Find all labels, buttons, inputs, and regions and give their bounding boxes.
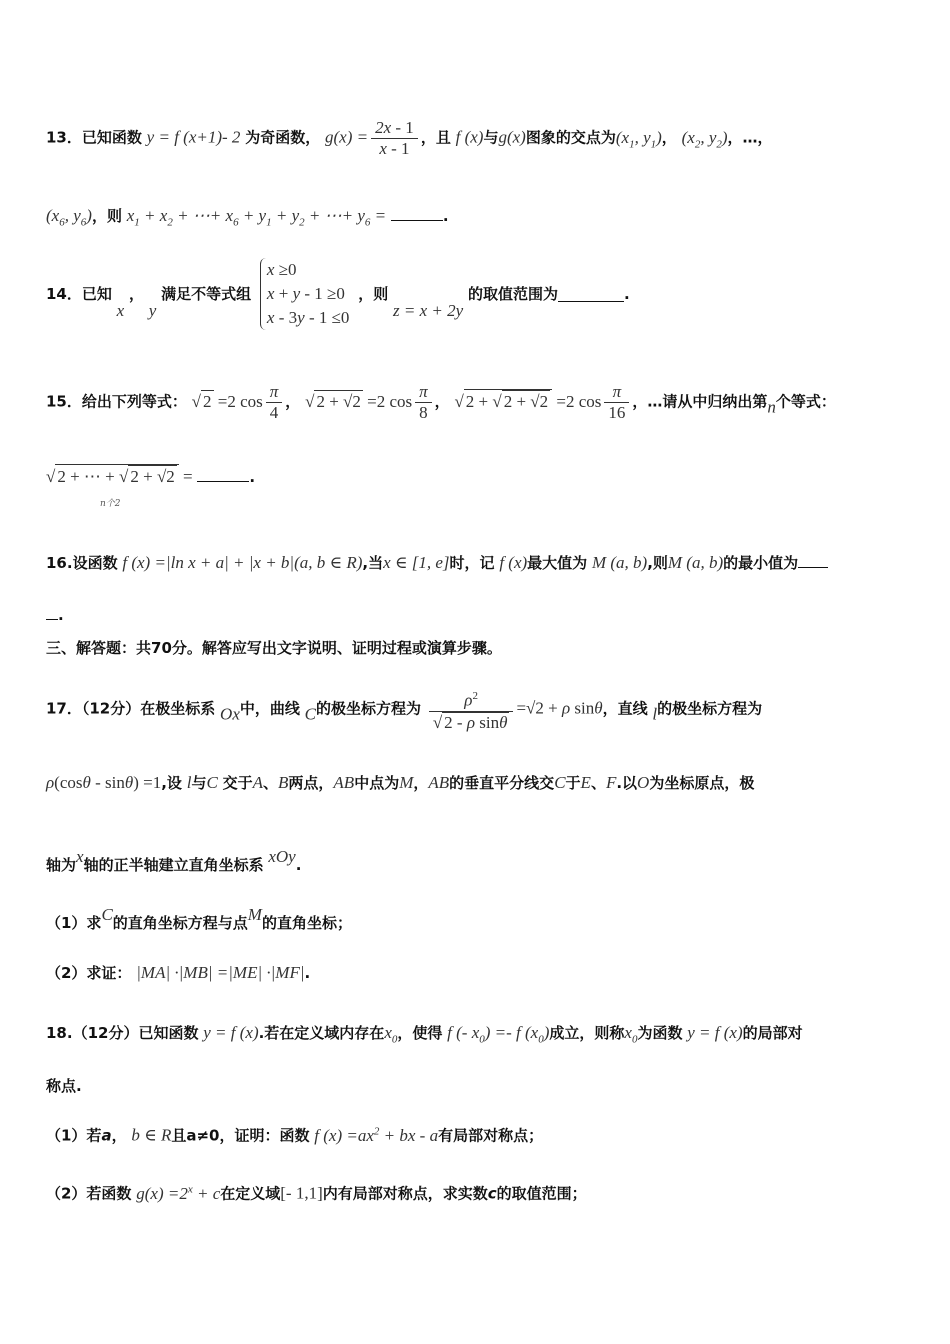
q13-answer-blank[interactable] bbox=[391, 206, 443, 221]
q16-number: 16. bbox=[46, 554, 73, 572]
question-18-part-1: （1）若a， b ∈ R且a≠0，证明：函数 f $(x) =ax^2$ + bx - a有局部对称点； bbox=[46, 1125, 544, 1145]
q13-number: 13． bbox=[46, 128, 82, 147]
q16-answer-blank[interactable] bbox=[798, 553, 828, 568]
q17-line-equation: ρ(cosθ - sinθ) =1 bbox=[46, 773, 162, 792]
q18-function-f: f $(x) =ax^2$ + bx - a bbox=[314, 1125, 439, 1145]
question-15-line-1: 15．给出下列等式： √ 2 =2 cos $\frac{\pi}{4}$ ， √ 2 + √2 =2 cos $\frac{\pi}{8}$ ， √ 2 + √ 2 + √2 =2 cos $\frac{\pi}{16}$ ，…请从中归纳出第n个等式： bbox=[46, 382, 836, 422]
q15-nested-root: √ 2 + ⋯ + √ 2 + √2 = bbox=[46, 467, 193, 486]
q13-function-y: y = f (x+1)- 2 bbox=[146, 127, 241, 147]
question-17-line-1: 17．（12分）在极坐标系 Ox中，曲线 C的极坐标方程为 $\frac{\rho^2}{\text{√ 2 - ρ sinθ}}$ =√2 + ρ sinθ，直线 l的极坐标方程为 bbox=[46, 686, 908, 733]
question-13-line-1: 13．已知函数 y = f (x+1)- 2 为奇函数， g(x) = $\frac{2x - 1}{x - 1}$ ，且 f (x)与g(x)图象的交点为($x_1$, $y_1$)， ($x_2$, $y_2$)，…， bbox=[46, 118, 773, 158]
q15-equation-3: √ 2 + √ 2 + √2 =2 cos bbox=[454, 392, 601, 411]
q16-function: f (x) =|ln x + a| + |x + b|(a, b ∈ R) bbox=[122, 553, 363, 572]
question-17-line-3: 轴为x轴的正半轴建立直角坐标系 xOy. bbox=[46, 847, 302, 874]
question-16-line-2: . bbox=[46, 604, 908, 626]
q15-number: 15． bbox=[46, 392, 82, 411]
question-18-line-2: 称点. bbox=[46, 1077, 82, 1095]
q17-proof-equation: |MA| ·|MB| =|ME| ·|MF| bbox=[136, 963, 305, 982]
q13-fraction: $\frac{2x - 1}{x - 1}$ bbox=[371, 118, 418, 159]
q13-sum-expression: $x_1 + x_2$ + ⋯+ $x_6 + y_1 + y_2$ + ⋯+ $y_6$ = bbox=[126, 206, 387, 229]
question-13-line-2: ($x_6$, $y_6$)，则 $x_1 + x_2$ + ⋯+ $x_6 + y_1 + y_2$ + ⋯+ $y_6$ = . bbox=[46, 206, 449, 229]
question-17-part-2: （2）求证： |MA| ·|MB| =|ME| ·|MF|. bbox=[46, 963, 311, 982]
q17-curve-equation: $\frac{\rho^2}{\text{√ 2 - ρ sinθ}}$ bbox=[429, 686, 514, 733]
q15-equation-2: √ 2 + √2 =2 cos bbox=[305, 391, 413, 411]
q15-equation-1: √ 2 =2 cos bbox=[191, 391, 263, 411]
q15-answer-blank[interactable] bbox=[197, 467, 249, 482]
section-3-heading: 三、解答题：共70分。解答应写出文字说明、证明过程或演算步骤。 bbox=[46, 639, 502, 657]
q14-number: 14． bbox=[46, 285, 82, 303]
q15-underbrace-note: n个2 bbox=[100, 499, 121, 509]
q13-function-g: g(x) = bbox=[325, 127, 369, 147]
question-17-line-2: ρ(cosθ - sinθ) =1,设 l与C 交于A、B两点，AB中点为M，AB的垂直平分线交C于E、F.以O为坐标原点，极 bbox=[46, 773, 755, 792]
q18-function-g: $g(x) =2^x + c$ bbox=[136, 1183, 221, 1203]
question-17-part-1: （1）求C的直角坐标方程与点M的直角坐标； bbox=[46, 905, 352, 932]
question-18-line-1: 18.（12分）已知函数 y = f (x).若在定义域内存在$x_0$，使得 f (- $x_0) =- f$ $(x_0)$成立，则称$x_0$为函数 y = f (x)的局部对 bbox=[46, 1023, 803, 1046]
q18-symmetry-condition: f (- $x_0) =- f$ $(x_0)$ bbox=[447, 1023, 550, 1046]
q17-number: 17． bbox=[46, 699, 82, 718]
q14-answer-blank[interactable] bbox=[558, 287, 624, 302]
q18-number: 18. bbox=[46, 1024, 73, 1042]
question-16-line-1: 16.设函数 f (x) =|ln x + a| + |x + b|(a, b ∈ R),当x ∈ [1, e]时，记 f (x)最大值为 M (a, b),则M (a, b)的最小值为 bbox=[46, 552, 908, 574]
question-15-line-2: √ 2 + ⋯ + √ 2 + √2 = . bbox=[46, 464, 908, 488]
question-18-part-2: （2）若函数 $g(x) =2^x + c$在定义域[- 1,1]内有局部对称点，求实数c的取值范围； bbox=[46, 1183, 587, 1203]
question-14: 14．已知 x ， y 满足不等式组 x ≥0 x + y - 1 ≥0 x - 3y - 1 ≤0 ，则 z = x + 2y 的取值范围为 . bbox=[46, 258, 908, 330]
q14-inequality-system: x ≥0 x + y - 1 ≥0 x - 3y - 1 ≤0 bbox=[260, 258, 350, 330]
